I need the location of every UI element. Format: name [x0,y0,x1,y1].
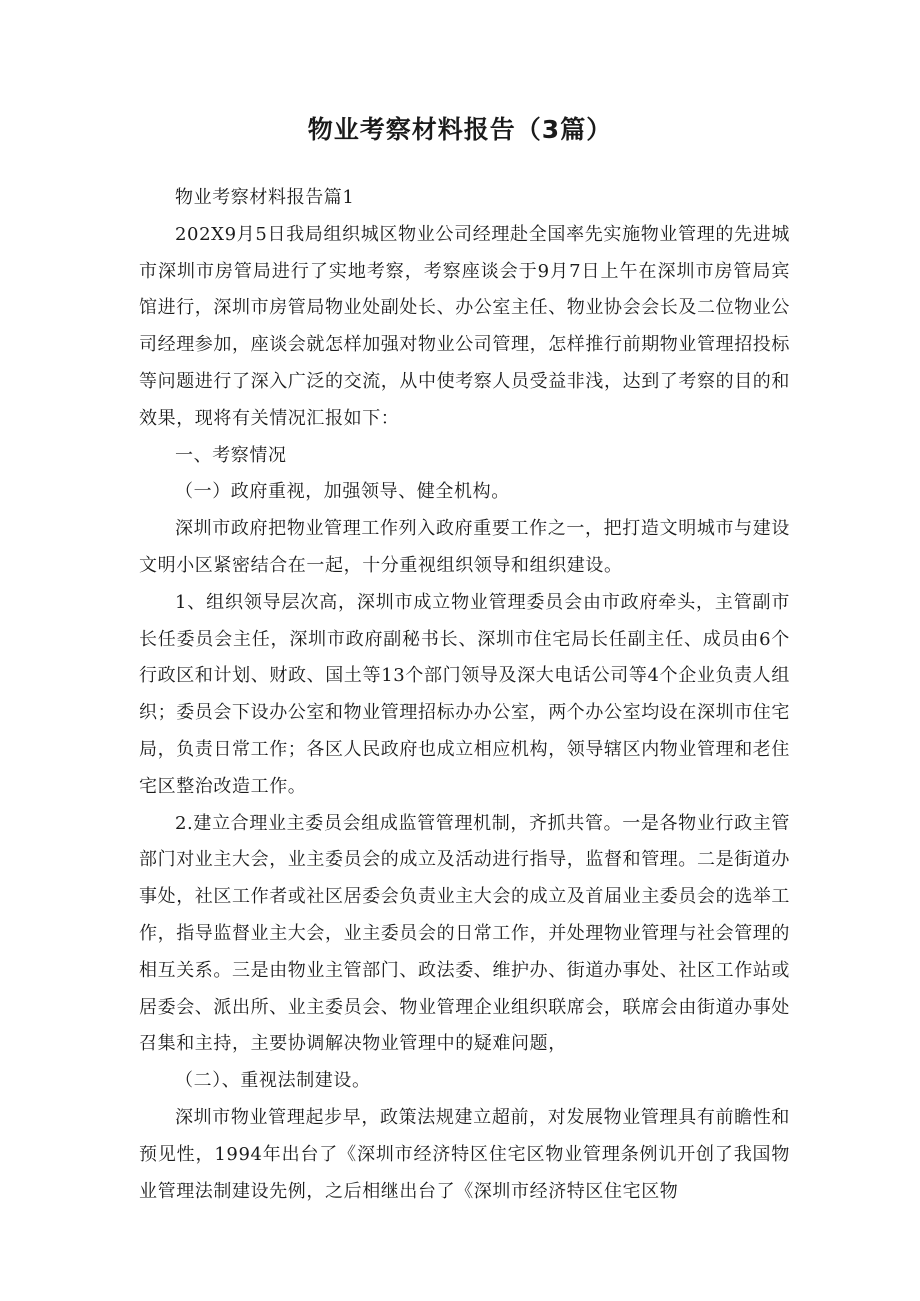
paragraph-intro: 202X9月5日我局组织城区物业公司经理赴全国率先实施物业管理的先进城市深圳市房管局进行了实地考察，考察座谈会于9月7日上午在深圳市房管局宾馆进行，深圳市房管局物业处副处长、办公室主任、物业协会会长及二位物业公司经理参加，座谈会就怎样加强对物业公司管理，怎样推行前期物业管理招投标等问题进行了深入广泛的交流，从中使考察人员受益非浅，达到了考察的目的和效果，现将有关情况汇报如下： [139,223,790,429]
section-heading-inspection: 一、考察情况 [175,444,287,466]
document-title: 物业考察材料报告（3篇） [307,115,613,144]
paragraph-owners-committee: 2.建立合理业主委员会组成监管管理机制，齐抓共管。一是各物业行政主管部门对业主大会，业主委员会的成立及活动进行指导，监督和管理。二是街道办事处，社区工作者或社区居委会负责业主大会的成立及首届业主委员会的选举工作，指导监督业主大会，业主委员会的日常工作，并处理物业管理与社会管理的相互关系。三是由物业主管部门、政法委、维护办、街道办事处、社区工作站或居委会、派出所、业主委员会、物业管理企业组织联席会，联席会由街道办事处召集和主持，主要协调解决物业管理中的疑难问题， [139,812,790,1055]
document-body [139,180,790,1210]
paragraph-leadership: 1、组织领导层次高，深圳市成立物业管理委员会由市政府牵头，主管副市长任委员会主任，深圳市政府副秘书长、深圳市住宅局长任副主任、成员由6个行政区和计划、财政、国土等13个部门领导及深大电话公司等4个企业负责人组织；委员会下设办公室和物业管理招标办办公室，两个办公室均设在深圳市住宅局，负责日常工作；各区人民政府也成立相应机构，领导辖区内物业管理和老住宅区整治改造工作。 [139,591,790,797]
section-heading-part-1: 物业考察材料报告篇1 [175,187,355,208]
paragraph-government: 深圳市政府把物业管理工作列入政府重要工作之一，把打造文明城市与建设文明小区紧密结合在一起，十分重视组织领导和组织建设。 [139,518,790,576]
paragraph-legal: 深圳市物业管理起步早，政策法规建立超前，对发展物业管理具有前瞻性和预见性，1994年出台了《深圳市经济特区住宅区物业管理条例讥开创了我国物业管理法制建设先例，之后相继出台了《深圳市经济特区住宅区物 [139,1106,790,1202]
subheading-government: （一）政府重视，加强领导、健全机构。 [175,481,510,503]
subheading-legal: （二）、重视法制建设。 [175,1070,371,1092]
